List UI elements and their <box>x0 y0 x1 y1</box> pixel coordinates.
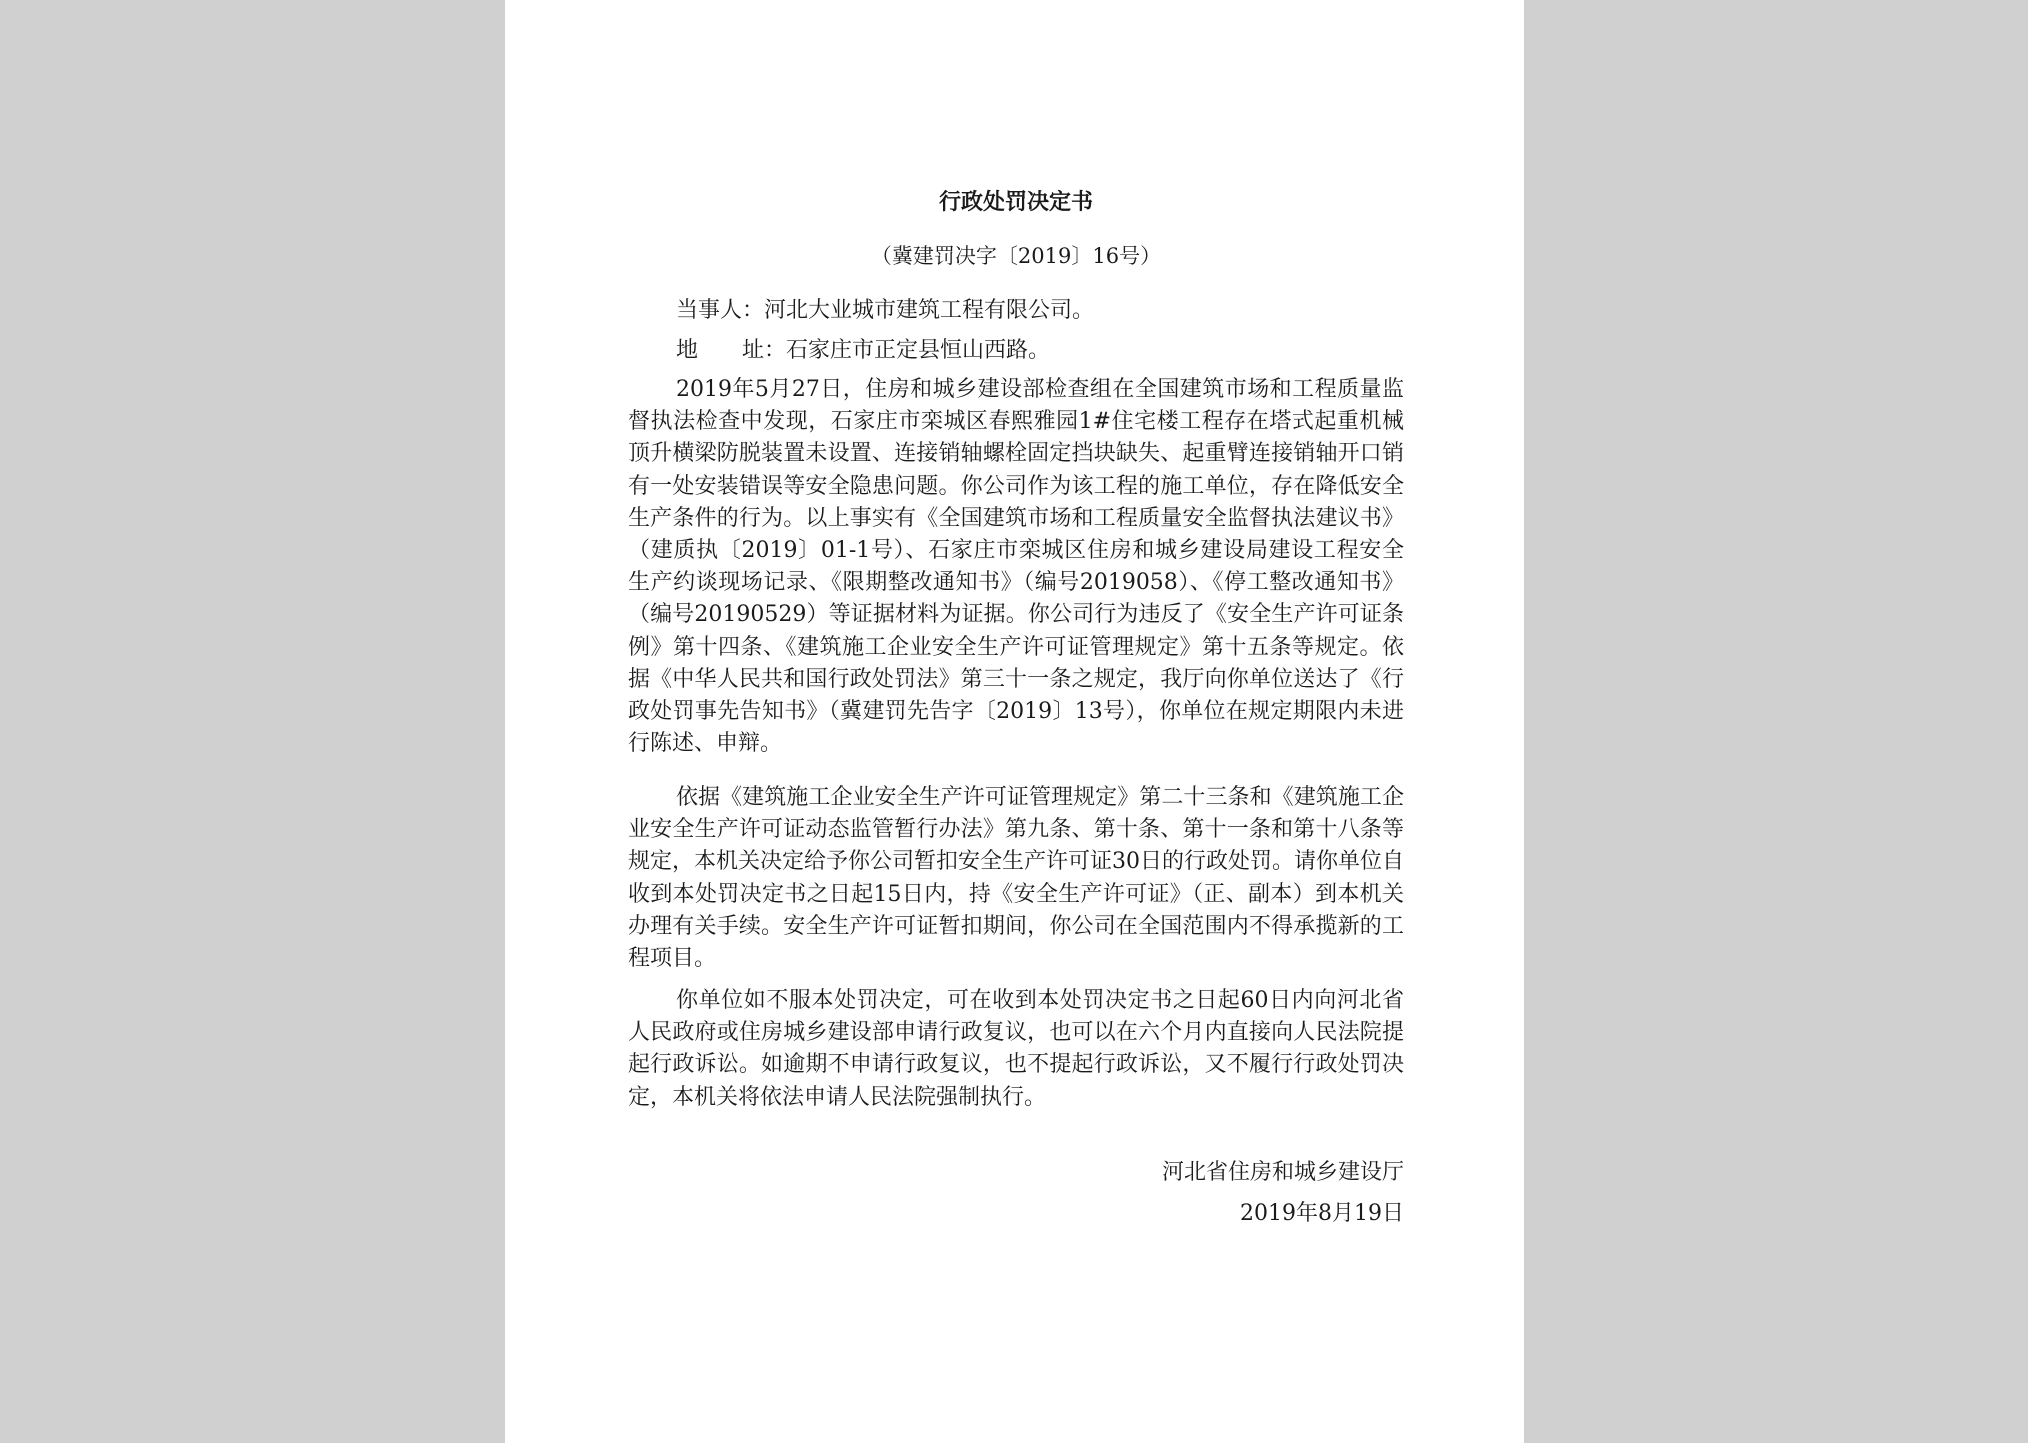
party-line <box>676 296 1094 326</box>
party-label: 当事人： <box>676 298 765 323</box>
paragraph-decision: 依据《建筑施工企业安全生产许可证管理规定》第二十三条和《建筑施工企业安全生产许可证动态监管暂行办法》第九条、第十条、第十一条和第十八条等规定，本机关决定给予你公司暂扣安全生产许可证30日的行政处罚。请你单位自收到本处罚决定书之日起15日内，持《安全生产许可证》（正、副本）到本机关办理有关手续。安全生产许可证暂扣期间，你公司在全国范围内不得承揽新的工程项目。 <box>628 785 1404 972</box>
address-line <box>676 336 1050 366</box>
document-title: 行政处罚决定书 <box>938 189 1093 215</box>
document-page <box>505 0 1524 1443</box>
party-value: 河北大业城市建筑工程有限公司。 <box>764 298 1095 323</box>
issuer-name: 河北省住房和城乡建设厅 <box>1161 1160 1404 1185</box>
document-number: （冀建罚决字〔2019〕16号） <box>870 244 1162 268</box>
paragraph-facts: 2019年5月27日，住房和城乡建设部检查组在全国建筑市场和工程质量监督执法检查中发现，石家庄市栾城区春熙雅园1#住宅楼工程存在塔式起重机械顶升横梁防脱装置未设置、连接销轴螺栓固定挡块缺失、起重臂连接销轴开口销有一处安装错误等安全隐患问题。你公司作为该工程的施工单位，存在降低安全生产条件的行为。以上事实有《全国建筑市场和工程质量安全监督执法建议书》（建质执〔2019〕01-1号）、石家庄市栾城区住房和城乡建设局建设工程安全生产约谈现场记录、《限期整改通知书》（编号2019058）、《停工整改通知书》（编号20190529）等证据材料为证据。你公司行为违反了《安全生产许可证条例》第十四条、《建筑施工企业安全生产许可证管理规定》第十五条等规定。依据《中华人民共和国行政处罚法》第三十一条之规定，我厅向你单位送达了《行政处罚事先告知书》（冀建罚先告字〔2019〕13号），你单位在规定期限内未进行陈述、申辩。 <box>628 377 1404 757</box>
address-value: 石家庄市正定县恒山西路。 <box>786 338 1051 363</box>
paragraph-appeal: 你单位如不服本处罚决定，可在收到本处罚决定书之日起60日内向河北省人民政府或住房城乡建设部申请行政复议，也可以在六个月内直接向人民法院提起行政诉讼。如逾期不申请行政复议，也不提起行政诉讼，又不履行行政处罚决定，本机关将依法申请人民法院强制执行。 <box>628 988 1404 1110</box>
issue-date: 2019年8月19日 <box>1240 1201 1404 1226</box>
address-label: 地 址： <box>676 338 787 363</box>
